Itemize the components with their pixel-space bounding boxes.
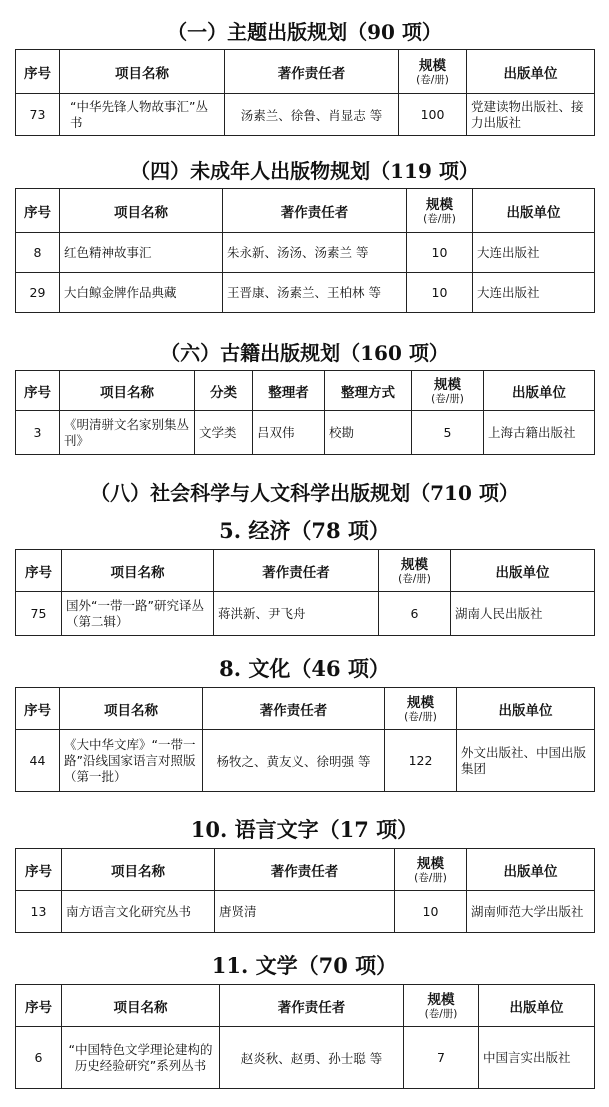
table-header-row [16, 50, 595, 94]
col-header-number: 序号 [16, 849, 62, 891]
col-header-number: 序号 [16, 189, 60, 233]
cell-number: 3 [16, 411, 60, 455]
col-header-author: 著作责任者 [223, 189, 407, 233]
cell-title: 《明清骈文名家别集丛刊》 [60, 411, 195, 455]
col-header-scale: 规模 (卷/册) [404, 985, 479, 1027]
table-economy [15, 549, 595, 636]
col-header-publisher: 出版单位 [467, 849, 595, 891]
table-row [16, 273, 595, 313]
col-header-publisher: 出版单位 [473, 189, 595, 233]
cell-title: 大白鲸金牌作品典藏 [60, 273, 223, 313]
cell-scale: 122 [385, 730, 457, 792]
cell-scale: 6 [379, 592, 451, 636]
cell-scale: 10 [395, 891, 467, 933]
col-header-title: 项目名称 [62, 550, 214, 592]
table-row [16, 94, 595, 136]
table-row [16, 1027, 595, 1089]
col-header-editor: 整理者 [253, 371, 325, 411]
table-row [16, 411, 595, 455]
col-header-publisher: 出版单位 [484, 371, 595, 411]
cell-publisher: 湖南师范大学出版社 [467, 891, 595, 933]
cell-title: 国外“一带一路”研究译丛（第二辑） [62, 592, 214, 636]
cell-method: 校勘 [325, 411, 412, 455]
subsection-heading-language: 10. 语言文字（17 项） [190, 817, 419, 842]
cell-number: 75 [16, 592, 62, 636]
col-header-publisher: 出版单位 [479, 985, 595, 1027]
col-header-number: 序号 [16, 371, 60, 411]
table-culture [15, 687, 595, 792]
cell-title: 《大中华文库》“一带一路”沿线国家语言对照版（第一批） [60, 730, 203, 792]
cell-title: “中华先锋人物故事汇”丛书 [60, 94, 225, 136]
section-heading-ancient-books: （六）古籍出版规划（160 项） [160, 341, 449, 365]
cell-author: 汤素兰、徐鲁、肖显志 等 [225, 94, 399, 136]
col-header-title: 项目名称 [62, 985, 220, 1027]
cell-title: 南方语言文化研究丛书 [62, 891, 215, 933]
cell-publisher: 湖南人民出版社 [451, 592, 595, 636]
cell-publisher: 中国言实出版社 [479, 1027, 595, 1089]
table-ancient-books [15, 370, 595, 455]
col-header-title: 项目名称 [62, 849, 215, 891]
cell-title: “中国特色文学理论建构的历史经验研究”系列丛书 [62, 1027, 220, 1089]
col-header-category: 分类 [195, 371, 253, 411]
table-header-row [16, 849, 595, 891]
col-header-number: 序号 [16, 50, 60, 94]
cell-number: 29 [16, 273, 60, 313]
cell-publisher: 大连出版社 [473, 273, 595, 313]
col-header-method: 整理方式 [325, 371, 412, 411]
col-header-scale: 规模 (卷/册) [379, 550, 451, 592]
col-header-scale: 规模 (卷/册) [399, 50, 467, 94]
col-header-number: 序号 [16, 985, 62, 1027]
cell-scale: 10 [407, 273, 473, 313]
col-header-publisher: 出版单位 [457, 688, 595, 730]
cell-author: 赵炎秋、赵勇、孙士聪 等 [220, 1027, 404, 1089]
table-row [16, 730, 595, 792]
subsection-heading-culture: 8. 文化（46 项） [219, 656, 390, 681]
cell-publisher: 党建读物出版社、接力出版社 [467, 94, 595, 136]
col-header-publisher: 出版单位 [467, 50, 595, 94]
col-header-number: 序号 [16, 550, 62, 592]
cell-publisher: 外文出版社、中国出版集团 [457, 730, 595, 792]
cell-number: 13 [16, 891, 62, 933]
col-header-number: 序号 [16, 688, 60, 730]
col-header-publisher: 出版单位 [451, 550, 595, 592]
cell-scale: 10 [407, 233, 473, 273]
col-header-scale: 规模 (卷/册) [412, 371, 484, 411]
cell-number: 73 [16, 94, 60, 136]
cell-number: 44 [16, 730, 60, 792]
cell-scale: 5 [412, 411, 484, 455]
col-header-author: 著作责任者 [215, 849, 395, 891]
cell-category: 文学类 [195, 411, 253, 455]
table-header-row [16, 371, 595, 411]
col-header-author: 著作责任者 [214, 550, 379, 592]
cell-author: 唐贤清 [215, 891, 395, 933]
subsection-heading-economy: 5. 经济（78 项） [219, 518, 390, 543]
col-header-author: 著作责任者 [203, 688, 385, 730]
table-minors [15, 188, 595, 313]
table-literature [15, 984, 595, 1089]
cell-author: 朱永新、汤汤、汤素兰 等 [223, 233, 407, 273]
cell-number: 8 [16, 233, 60, 273]
col-header-scale: 规模 (卷/册) [395, 849, 467, 891]
col-header-title: 项目名称 [60, 688, 203, 730]
section-heading-minors: （四）未成年人出版物规划（119 项） [130, 159, 479, 183]
section-heading-social-sciences: （八）社会科学与人文科学出版规划（710 项） [90, 481, 519, 505]
col-header-title: 项目名称 [60, 50, 225, 94]
col-header-title: 项目名称 [60, 371, 195, 411]
table-header-row [16, 985, 595, 1027]
cell-scale: 7 [404, 1027, 479, 1089]
cell-title: 红色精神故事汇 [60, 233, 223, 273]
table-row [16, 592, 595, 636]
col-header-scale: 规模 (卷/册) [385, 688, 457, 730]
table-header-row [16, 688, 595, 730]
table-header-row [16, 550, 595, 592]
col-header-scale: 规模 (卷/册) [407, 189, 473, 233]
cell-number: 6 [16, 1027, 62, 1089]
cell-scale: 100 [399, 94, 467, 136]
section-heading-theme: （一）主题出版规划（90 项） [167, 20, 442, 44]
cell-author: 杨牧之、黄友义、徐明强 等 [203, 730, 385, 792]
cell-publisher: 上海古籍出版社 [484, 411, 595, 455]
cell-author: 王晋康、汤素兰、王柏林 等 [223, 273, 407, 313]
table-row [16, 233, 595, 273]
subsection-heading-literature: 11. 文学（70 项） [211, 953, 398, 978]
cell-publisher: 大连出版社 [473, 233, 595, 273]
cell-editor: 吕双伟 [253, 411, 325, 455]
col-header-title: 项目名称 [60, 189, 223, 233]
cell-author: 蒋洪新、尹飞舟 [214, 592, 379, 636]
col-header-author: 著作责任者 [220, 985, 404, 1027]
table-theme [15, 49, 595, 136]
table-language [15, 848, 595, 933]
table-header-row [16, 189, 595, 233]
col-header-author: 著作责任者 [225, 50, 399, 94]
table-row [16, 891, 595, 933]
